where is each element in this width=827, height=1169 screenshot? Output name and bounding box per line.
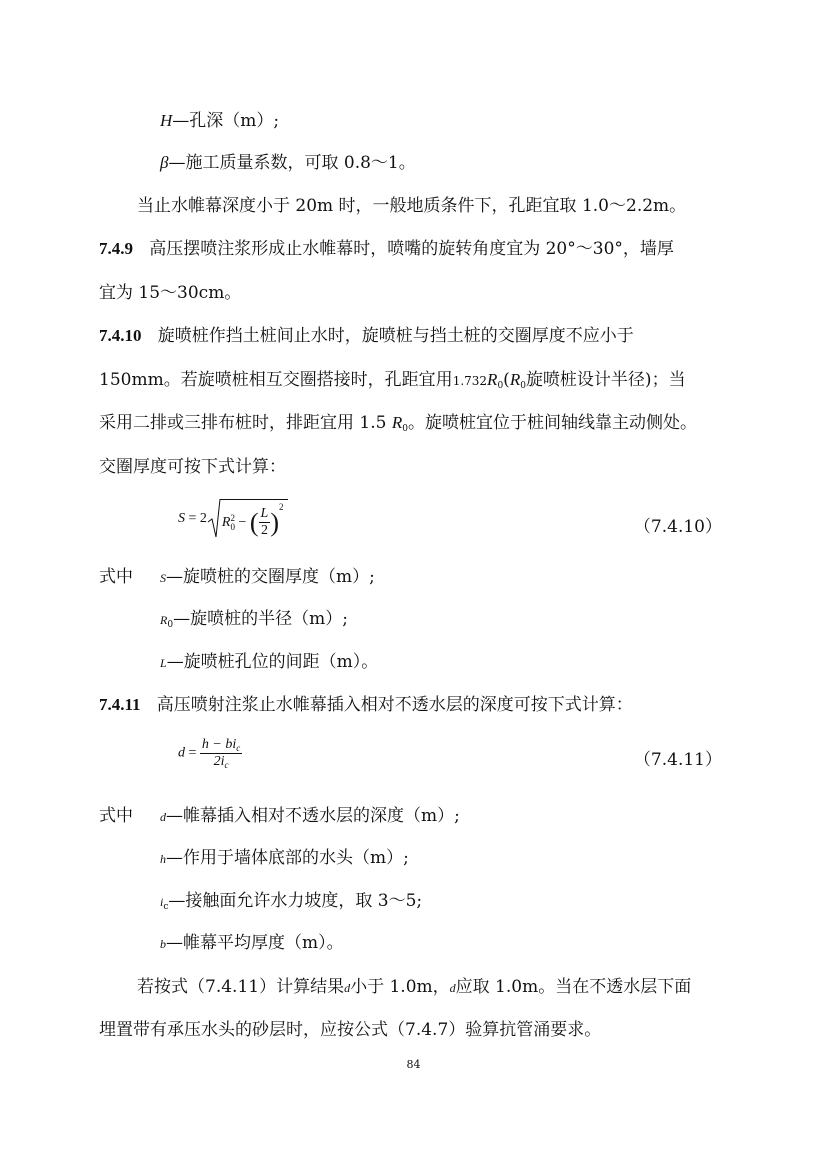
text: 。旋喷桩宜位于桩间轴线靠主动侧处。 — [407, 413, 697, 433]
symbol-R: R — [487, 370, 498, 389]
def-h-text: —作用于墙体底部的水头（m）; — [166, 848, 409, 868]
formula-R-scripts — [230, 514, 235, 532]
symbol-S: S — [160, 571, 166, 585]
clause-text: 高压喷射注浆止水帷幕插入相对不透水层的深度可按下式计算： — [156, 695, 633, 715]
clause-text: 高压摆喷注浆形成止水帷幕时，喷嘴的旋转角度宜为 20°～30°，墙厚 — [149, 239, 674, 259]
def-H-text: —孔深（m）; — [172, 111, 280, 131]
def-R — [160, 608, 348, 636]
formula-two: 2 — [199, 511, 207, 527]
subscript-0: 0 — [402, 424, 408, 434]
clause-number: 7.4.10 — [99, 326, 142, 345]
formula-R-sub: 0 — [230, 521, 235, 532]
formula-equals: = — [188, 745, 197, 761]
def-d-text: —帷幕插入相对不透水层的深度（m）; — [166, 806, 460, 826]
paren-open: ( — [503, 370, 510, 390]
def-b-text: —帷幕平均厚度（m）。 — [166, 933, 344, 953]
numerator-text: h − bi — [201, 737, 237, 752]
symbol-H: H — [160, 111, 173, 130]
def-h — [160, 847, 409, 870]
def-beta — [160, 152, 416, 174]
outer-superscript: 2 — [279, 501, 284, 512]
def-R-text: —旋喷桩的半径（m）; — [173, 609, 348, 629]
fraction — [200, 737, 242, 770]
formula-R: R — [221, 514, 231, 530]
def-i-text: —接触面允许水力坡度，取 3～5; — [168, 891, 423, 911]
subscript-0: 0 — [520, 381, 526, 391]
symbol-i: i — [160, 895, 164, 909]
def-b — [160, 932, 344, 955]
final-line2: 埋置带有承压水头的砂层时，应按公式（7.4.7）验算抗管涌要求。 — [99, 1020, 602, 1040]
symbol-R: R — [160, 613, 168, 627]
def-S — [160, 566, 375, 589]
clause-7-4-10-line2 — [99, 369, 686, 397]
symbol-R: R — [509, 370, 521, 389]
equation-number-7-4-11: （7.4.11） — [633, 750, 722, 770]
symbol-d: d — [160, 810, 166, 824]
denominator-text: 2i — [213, 754, 225, 769]
fraction-L-2 — [259, 506, 271, 539]
paren-right: ) — [270, 507, 280, 537]
formula-equals: = — [188, 511, 197, 527]
sqrt-body — [220, 499, 288, 539]
paren-left: ( — [249, 507, 259, 537]
fraction-numerator: L — [260, 506, 269, 522]
equation-number-7-4-10: （7.4.10） — [633, 517, 722, 537]
para-spacing: 当止水帷幕深度小于 20m 时，一般地质条件下，孔距宜取 1.0～2.2m。 — [137, 196, 687, 216]
formula-S: S — [178, 511, 185, 527]
text: 小于 1.0m， — [350, 977, 450, 997]
text: 若按式（7.4.11）计算结果 — [137, 977, 345, 997]
clause-number: 7.4.11 — [99, 695, 141, 714]
clause-7-4-10-line3 — [99, 412, 697, 440]
def-beta-text: —施工质量系数，可取 0.8～1。 — [168, 153, 416, 173]
symbol-L: L — [160, 656, 167, 670]
numerator-sub: c — [236, 743, 241, 753]
formula-d: d — [178, 745, 185, 761]
fraction-denominator — [200, 754, 242, 770]
formula-R-sup: 2 — [230, 512, 235, 523]
clause-number: 7.4.9 — [99, 239, 133, 258]
def-S-text: —旋喷桩的交圈厚度（m）; — [166, 567, 375, 587]
text: 应取 1.0m。当在不透水层下面 — [455, 977, 692, 997]
text: 旋喷桩设计半径)；当 — [525, 370, 686, 390]
coef: 1.732 — [452, 374, 488, 388]
final-line1 — [137, 976, 691, 999]
clause-7-4-11 — [99, 694, 633, 716]
symbol-d: d — [449, 981, 456, 995]
clause-text: 旋喷桩作挡土桩间止水时，旋喷桩与挡土桩的交圈厚度不应小于 — [157, 326, 634, 346]
def-i — [160, 890, 422, 918]
symbol-beta: β — [160, 153, 169, 172]
subscript-c: c — [163, 902, 169, 912]
subscript-0: 0 — [167, 620, 174, 630]
def-H — [160, 110, 279, 132]
symbol-h: h — [160, 852, 166, 866]
text: 采用二排或三排布桩时，排距宜用 1.5 — [99, 413, 387, 433]
clause-7-4-9-line2: 宜为 15～30cm。 — [99, 283, 242, 303]
def-d — [160, 805, 460, 828]
subscript-0: 0 — [497, 381, 504, 391]
denominator-sub: c — [224, 760, 229, 770]
text: 150mm。若旋喷桩相互交圈搭接时，孔距宜用 — [99, 370, 453, 390]
fraction-numerator — [200, 737, 242, 754]
def-lead: 式中 — [99, 806, 133, 826]
fraction-denominator: 2 — [260, 523, 268, 539]
clause-7-4-9 — [99, 238, 674, 260]
symbol-b: b — [160, 937, 166, 951]
page-number: 84 — [406, 1058, 421, 1071]
sqrt-icon — [207, 498, 221, 540]
formula-7-4-10 — [178, 498, 288, 540]
def-lead: 式中 — [99, 567, 133, 587]
symbol-d: d — [344, 981, 351, 995]
clause-7-4-10 — [99, 325, 634, 347]
clause-7-4-10-line4: 交圈厚度可按下式计算： — [99, 457, 286, 477]
formula-minus: − — [238, 514, 247, 530]
symbol-R: R — [391, 413, 403, 432]
def-L-text: —旋喷桩孔位的间距（m）。 — [166, 652, 379, 672]
formula-7-4-11 — [178, 737, 242, 770]
def-L — [160, 651, 378, 674]
